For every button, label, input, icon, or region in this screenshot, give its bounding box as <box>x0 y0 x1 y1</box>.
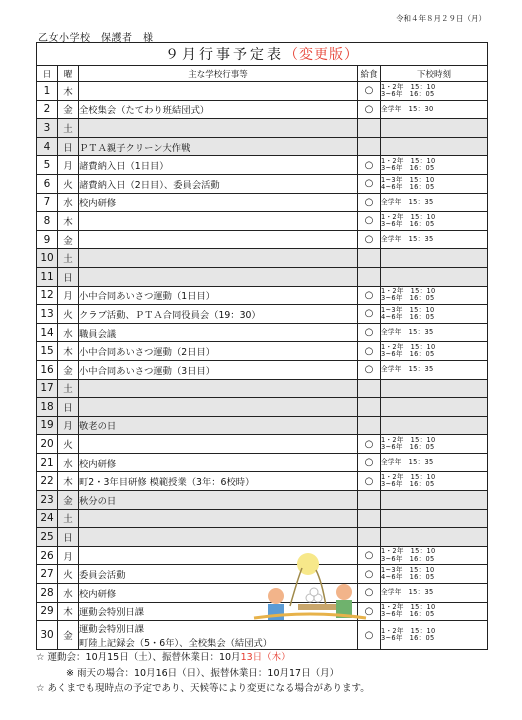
row-day: 6 <box>37 174 58 193</box>
dismissal-time: 1・2年 15：10 <box>381 473 436 482</box>
page-title <box>37 43 488 66</box>
col-header-meal: 給食 <box>358 66 381 82</box>
row-dismissal <box>381 565 488 584</box>
row-events <box>79 342 358 361</box>
row-weekday: 土 <box>58 509 79 528</box>
row-events <box>79 509 358 528</box>
col-header-dismissal: 下校時刻 <box>381 66 488 82</box>
row-dismissal <box>381 286 488 305</box>
row-dismissal <box>381 212 488 231</box>
dismissal-time: 3~6年 16：05 <box>381 443 435 452</box>
dismissal-time: 3~6年 16：05 <box>381 164 435 173</box>
schedule-row <box>37 286 488 305</box>
row-meal: ○ <box>358 82 381 101</box>
schedule-row <box>37 323 488 342</box>
row-day: 8 <box>37 212 58 231</box>
schedule-row <box>37 491 488 510</box>
row-day: 26 <box>37 546 58 565</box>
row-day: 3 <box>37 119 58 138</box>
dismissal-time: 1・2年 15：10 <box>381 287 436 296</box>
row-meal: ○ <box>358 174 381 193</box>
dismissal-time: 1・2年 15：10 <box>381 212 436 221</box>
row-day: 29 <box>37 602 58 621</box>
row-dismissal <box>381 379 488 398</box>
row-day: 25 <box>37 528 58 547</box>
row-weekday: 金 <box>58 621 79 650</box>
row-dismissal <box>381 267 488 286</box>
row-events <box>79 174 358 193</box>
row-meal: ○ <box>358 156 381 175</box>
event-text: 諸費納入日（1日目） <box>79 161 169 173</box>
dismissal-time: 3~6年 16：05 <box>381 610 435 619</box>
schedule-row <box>37 360 488 379</box>
event-text-2: 町陸上記録会（5・6年）、全校集会（結団式） <box>79 638 273 650</box>
row-day: 24 <box>37 509 58 528</box>
row-events <box>79 360 358 379</box>
row-events <box>79 119 358 138</box>
row-weekday: 木 <box>58 472 79 491</box>
schedule-row <box>37 305 488 324</box>
row-events <box>79 230 358 249</box>
row-day: 15 <box>37 342 58 361</box>
event-text: 職員会議 <box>79 328 117 340</box>
row-day: 16 <box>37 360 58 379</box>
row-day: 21 <box>37 453 58 472</box>
row-weekday: 日 <box>58 267 79 286</box>
row-dismissal <box>381 435 488 454</box>
event-text: 校内研修 <box>79 458 117 470</box>
row-events <box>79 193 358 212</box>
row-day: 19 <box>37 416 58 435</box>
row-day: 22 <box>37 472 58 491</box>
notes <box>36 650 370 697</box>
row-meal <box>358 509 381 528</box>
row-day: 30 <box>37 621 58 650</box>
row-weekday: 木 <box>58 602 79 621</box>
dismissal-time: 1・2年 15：10 <box>381 603 436 612</box>
row-weekday: 土 <box>58 249 79 268</box>
row-day: 12 <box>37 286 58 305</box>
row-day: 23 <box>37 491 58 510</box>
row-dismissal <box>381 491 488 510</box>
row-weekday: 月 <box>58 156 79 175</box>
row-day: 27 <box>37 565 58 584</box>
dismissal-time: 3~6年 16：05 <box>381 350 435 359</box>
row-dismissal <box>381 472 488 491</box>
row-weekday: 火 <box>58 305 79 324</box>
schedule-row <box>37 193 488 212</box>
row-dismissal <box>381 342 488 361</box>
row-weekday: 木 <box>58 342 79 361</box>
dismissal-time: 1~3年 15：10 <box>381 566 435 575</box>
row-events <box>79 416 358 435</box>
schedule-row <box>37 416 488 435</box>
dismissal-time: 全学年 15：35 <box>381 327 434 336</box>
row-events <box>79 137 358 156</box>
row-meal: ○ <box>358 305 381 324</box>
row-day: 2 <box>37 100 58 119</box>
row-day: 7 <box>37 193 58 212</box>
schedule-row <box>37 621 488 650</box>
row-weekday: 火 <box>58 174 79 193</box>
row-day: 14 <box>37 323 58 342</box>
row-meal <box>358 528 381 547</box>
row-meal: ○ <box>358 342 381 361</box>
event-text: 委員会活動 <box>79 570 126 582</box>
row-dismissal <box>381 137 488 156</box>
dismissal-time: 全学年 15：35 <box>381 588 434 597</box>
row-weekday: 月 <box>58 416 79 435</box>
event-text: 小中合同あいさつ運動（2日目） <box>79 347 216 359</box>
row-events <box>79 472 358 491</box>
schedule-row <box>37 472 488 491</box>
schedule-row <box>37 528 488 547</box>
row-meal: ○ <box>358 360 381 379</box>
row-meal <box>358 249 381 268</box>
row-meal: ○ <box>358 193 381 212</box>
festival-illustration <box>250 548 368 624</box>
row-dismissal <box>381 621 488 650</box>
dismissal-time: 3~6年 16：05 <box>381 89 435 98</box>
row-day: 5 <box>37 156 58 175</box>
row-meal: ○ <box>358 546 381 565</box>
row-day: 28 <box>37 584 58 603</box>
title-changed-tag: （変更版） <box>284 47 359 63</box>
row-events <box>79 249 358 268</box>
row-dismissal <box>381 360 488 379</box>
row-day: 1 <box>37 82 58 101</box>
row-day: 17 <box>37 379 58 398</box>
row-meal <box>358 119 381 138</box>
schedule-row <box>37 249 488 268</box>
row-meal <box>358 379 381 398</box>
row-weekday: 木 <box>58 212 79 231</box>
dismissal-time: 3~6年 16：05 <box>381 480 435 489</box>
row-day: 10 <box>37 249 58 268</box>
row-events <box>79 212 358 231</box>
event-text: 小中合同あいさつ運動（1日目） <box>79 291 216 303</box>
event-text: 全校集会（たてわり班結団式） <box>79 105 210 117</box>
row-dismissal <box>381 305 488 324</box>
row-events <box>79 491 358 510</box>
row-weekday: 日 <box>58 528 79 547</box>
note-rain-date: ※ 雨天の場合：10月16日（日）、振替休業日：10月17日（月） <box>66 667 340 679</box>
row-events <box>79 267 358 286</box>
row-events <box>79 156 358 175</box>
col-header-events: 主な学校行事等 <box>79 66 358 82</box>
dismissal-time: 全学年 15：35 <box>381 365 434 374</box>
col-header-day: 日 <box>37 66 58 82</box>
child-icon-2 <box>268 588 284 604</box>
row-meal <box>358 416 381 435</box>
row-events <box>79 453 358 472</box>
schedule-row <box>37 230 488 249</box>
row-day: 4 <box>37 137 58 156</box>
dismissal-time: 1・2年 15：10 <box>381 82 436 91</box>
row-events <box>79 100 358 119</box>
schedule-row <box>37 453 488 472</box>
dismissal-time: 4~6年 16：05 <box>381 573 435 582</box>
event-text: 敬老の日 <box>79 421 117 433</box>
event-text: 諸費納入日（2日目）、委員会活動 <box>79 179 220 191</box>
row-weekday: 木 <box>58 82 79 101</box>
row-dismissal <box>381 453 488 472</box>
row-meal <box>358 267 381 286</box>
dismissal-time: 3~6年 16：05 <box>381 219 435 228</box>
row-weekday: 火 <box>58 565 79 584</box>
row-meal: ○ <box>358 323 381 342</box>
row-meal: ○ <box>358 230 381 249</box>
title-main: ９月行事予定表 <box>165 47 284 63</box>
dismissal-time: 1・2年 15：10 <box>381 547 436 556</box>
row-events <box>79 286 358 305</box>
row-dismissal <box>381 174 488 193</box>
row-meal: ○ <box>358 621 381 650</box>
schedule-row <box>37 435 488 454</box>
row-events <box>79 379 358 398</box>
row-dismissal <box>381 509 488 528</box>
dismissal-time: 全学年 15：30 <box>381 104 434 113</box>
event-text: 町2・3年目研修 模範授業（3年：6校時） <box>79 477 255 489</box>
dismissal-time: 1・2年 15：10 <box>381 435 436 444</box>
row-meal <box>358 398 381 417</box>
row-meal: ○ <box>358 602 381 621</box>
row-day: 18 <box>37 398 58 417</box>
event-text: 小中合同あいさつ運動（3日目） <box>79 365 216 377</box>
row-dismissal <box>381 82 488 101</box>
row-dismissal <box>381 230 488 249</box>
schedule-row <box>37 174 488 193</box>
row-dismissal <box>381 193 488 212</box>
row-dismissal <box>381 416 488 435</box>
row-meal: ○ <box>358 100 381 119</box>
row-dismissal <box>381 546 488 565</box>
row-meal: ○ <box>358 212 381 231</box>
row-weekday: 金 <box>58 491 79 510</box>
note-sports-day: ☆ 運動会：10月15日（土）、振替休業日：10月13日（木） <box>36 652 291 663</box>
row-meal <box>358 137 381 156</box>
schedule-row <box>37 379 488 398</box>
row-meal: ○ <box>358 286 381 305</box>
row-meal: ○ <box>358 435 381 454</box>
event-text: 秋分の日 <box>79 495 117 507</box>
row-events <box>79 305 358 324</box>
row-dismissal <box>381 602 488 621</box>
dismissal-time: 4~6年 16：05 <box>381 312 435 321</box>
row-dismissal <box>381 528 488 547</box>
row-weekday: 日 <box>58 137 79 156</box>
row-events <box>79 398 358 417</box>
row-meal: ○ <box>358 472 381 491</box>
row-weekday: 水 <box>58 453 79 472</box>
row-events <box>79 323 358 342</box>
row-dismissal <box>381 323 488 342</box>
addressee: 乙女小学校 保護者 様 <box>38 33 154 44</box>
pampas-grass-icon <box>290 568 302 606</box>
schedule-row <box>37 398 488 417</box>
dismissal-time: 1・2年 15：10 <box>381 342 436 351</box>
row-weekday: 月 <box>58 546 79 565</box>
row-dismissal <box>381 398 488 417</box>
schedule-row <box>37 342 488 361</box>
note-disclaimer: ☆ あくまでも現時点の予定であり、天候等により変更になる場合があります。 <box>36 683 370 694</box>
row-weekday: 日 <box>58 398 79 417</box>
event-text: ＰＴＡ親子クリーン大作戦 <box>79 142 191 154</box>
event-text: 運動会特別日課 <box>79 624 145 636</box>
row-events <box>79 621 358 650</box>
changed-holiday: 13日（木） <box>240 652 291 663</box>
event-text: 運動会特別日課 <box>79 607 145 619</box>
row-events <box>79 435 358 454</box>
dismissal-time: 全学年 15：35 <box>381 197 434 206</box>
schedule-row <box>37 212 488 231</box>
row-day: 13 <box>37 305 58 324</box>
row-meal <box>358 491 381 510</box>
dismissal-time: 4~6年 16：05 <box>381 182 435 191</box>
row-weekday: 月 <box>58 286 79 305</box>
row-weekday: 水 <box>58 193 79 212</box>
row-dismissal <box>381 156 488 175</box>
col-header-weekday: 曜 <box>58 66 79 82</box>
row-weekday: 金 <box>58 100 79 119</box>
row-day: 9 <box>37 230 58 249</box>
dismissal-time: 全学年 15：35 <box>381 458 434 467</box>
row-meal: ○ <box>358 584 381 603</box>
event-text: 校内研修 <box>79 588 117 600</box>
event-text: 校内研修 <box>79 198 117 210</box>
dismissal-time: 全学年 15：35 <box>381 234 434 243</box>
schedule-row <box>37 156 488 175</box>
child-icon <box>336 584 352 600</box>
row-dismissal <box>381 100 488 119</box>
schedule-row <box>37 509 488 528</box>
row-day: 11 <box>37 267 58 286</box>
issue-date: 令和４年８月２９日（月） <box>396 14 486 23</box>
row-dismissal <box>381 119 488 138</box>
dismissal-time: 3~6年 16：05 <box>381 294 435 303</box>
stand-icon <box>298 604 338 610</box>
row-events <box>79 82 358 101</box>
row-day: 20 <box>37 435 58 454</box>
dismissal-time: 3~6年 16：05 <box>381 554 435 563</box>
dismissal-time: 3~6年 16：05 <box>381 634 435 643</box>
dismissal-time: 1~3年 15：10 <box>381 305 435 314</box>
row-meal: ○ <box>358 565 381 584</box>
row-dismissal <box>381 249 488 268</box>
row-meal: ○ <box>358 453 381 472</box>
schedule-row <box>37 119 488 138</box>
schedule-row <box>37 137 488 156</box>
row-events <box>79 528 358 547</box>
row-weekday: 土 <box>58 379 79 398</box>
row-weekday: 金 <box>58 360 79 379</box>
schedule-row <box>37 267 488 286</box>
schedule-row <box>37 100 488 119</box>
dismissal-time: 1~3年 15：10 <box>381 175 435 184</box>
row-weekday: 火 <box>58 435 79 454</box>
row-weekday: 金 <box>58 230 79 249</box>
row-weekday: 水 <box>58 323 79 342</box>
table-header <box>37 66 488 82</box>
event-text: クラブ活動、ＰＴＡ合同役員会（19：30） <box>79 309 261 321</box>
row-dismissal <box>381 584 488 603</box>
row-weekday: 土 <box>58 119 79 138</box>
dismissal-time: 1・2年 15：10 <box>381 156 436 165</box>
row-weekday: 水 <box>58 584 79 603</box>
schedule-row <box>37 82 488 101</box>
dismissal-time: 1・2年 15：10 <box>381 627 436 636</box>
